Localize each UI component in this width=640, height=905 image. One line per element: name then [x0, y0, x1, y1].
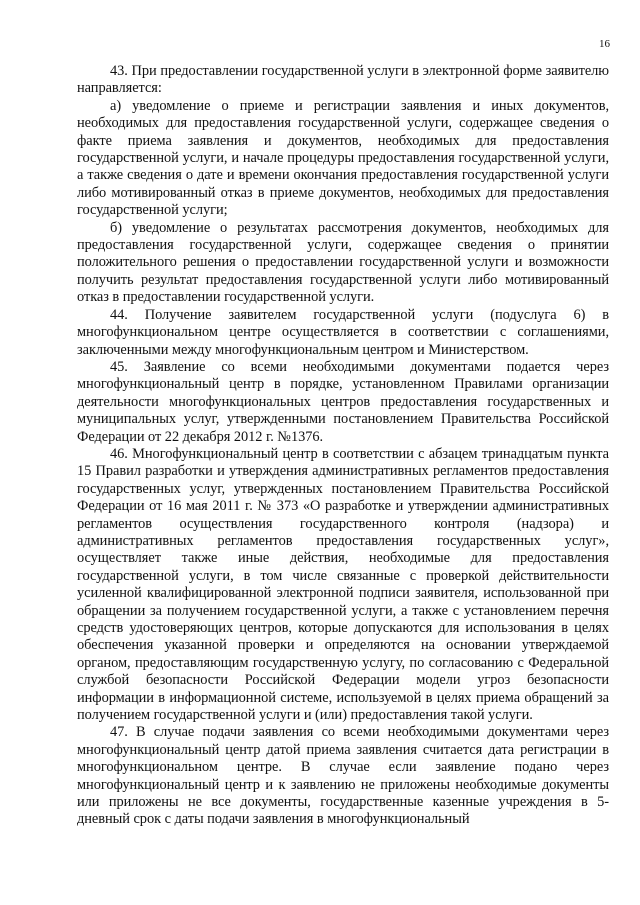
paragraph-45: 45. Заявление со всеми необходимыми документами подается через многофункциональный центр в порядке, установленном Правилами организации деятельности многофункциональных центров предоставления государственных и муниципальных услуг, утвержденными постановлением Правительства Российской Федерации от 22 декабря 2012 г. №1376. — [77, 358, 609, 445]
paragraph-47: 47. В случае подачи заявления со всеми необходимыми документами через многофункциональный центр датой приема заявления считается дата регистрации в многофункциональном центре. В случае если заявление подано через многофункциональный центр и к заявлению не приложены необходимые документы или приложены не все документы, государственные казенные учреждения в 5-дневный срок с даты подачи заявления в многофункциональный — [77, 724, 609, 828]
page-number: 16 — [599, 38, 610, 50]
paragraph-46: 46. Многофункциональный центр в соответствии с абзацем тринадцатым пункта 15 Правил разработки и утверждения административных регламентов предоставления государственных услуг, утвержденных постановлением Правительства Российской Федерации от 16 мая 2011 г. № 373 «О разработке и утверждении административных регламентов осуществления государственного контроля (надзора) и административных регламентов предоставления государственных услуг», осуществляет также иные действия, необходимые для предоставления государственной услуги, в том числе связанные с проверкой действительности усиленной квалифицированной электронной подписи заявителя, использованной при обращении за получением государственной услуги, а также с установлением перечня средств удостоверяющих центров, которые допускаются для использования в целях обеспечения указанной проверки и определяются на основании утверждаемой органом, предоставляющим государственную услугу, по согласованию с Федеральной службой безопасности Российской Федерации модели угроз безопасности информации в информационной системе, используемой в целях приема обращений за получением государственной услуги и (или) предоставления такой услуги. — [77, 445, 609, 724]
paragraph-44: 44. Получение заявителем государственной услуги (подуслуга 6) в многофункциональном центре осуществляется в соответствии с соглашениями, заключенными между многофункциональным центром и Министерством. — [77, 306, 609, 358]
paragraph-43-a: а) уведомление о приеме и регистрации заявления и иных документов, необходимых для предоставления государственной услуги, содержащее сведения о факте приема заявления и документов, необходимых для предоставления государственной услуги, и начале процедуры предоставления государственной услуги, а также сведения о дате и времени окончания предоставления государственной услуги либо мотивированный отказ в приеме документов, необходимых для предоставления государственной услуги; — [77, 97, 609, 219]
document-body — [77, 63, 609, 829]
paragraph-43: 43. При предоставлении государственной услуги в электронной форме заявителю направляется: — [77, 63, 609, 97]
paragraph-43-b: б) уведомление о результатах рассмотрения документов, необходимых для предоставления государственной услуги, содержащее сведения о принятии положительного решения о предоставлении государственной услуги и возможности получить результат предоставления государственной услуги либо мотивированный отказ в предоставлении государственной услуги. — [77, 219, 609, 306]
